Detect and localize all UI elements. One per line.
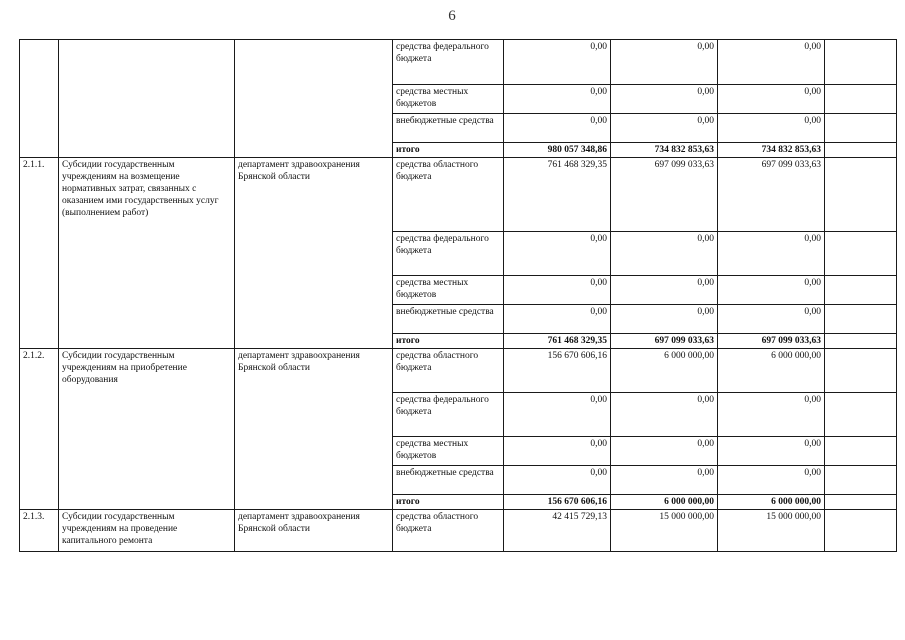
amount-cell: 697 099 033,63 xyxy=(611,334,718,349)
amount-cell: 0,00 xyxy=(504,393,611,437)
page-number: 6 xyxy=(448,8,456,24)
amount-cell: 15 000 000,00 xyxy=(718,510,825,552)
amount-cell: 0,00 xyxy=(611,232,718,276)
amount-cell: 156 670 606,16 xyxy=(504,349,611,393)
extra-cell xyxy=(825,437,897,466)
amount-cell: 0,00 xyxy=(504,305,611,334)
funding-source-cell: средства федерального бюджета xyxy=(393,232,504,276)
amount-cell: 697 099 033,63 xyxy=(718,158,825,232)
extra-cell xyxy=(825,85,897,114)
funding-source-cell: средства федерального бюджета xyxy=(393,40,504,85)
extra-cell xyxy=(825,466,897,495)
amount-cell: 0,00 xyxy=(718,305,825,334)
funding-source-cell: итого xyxy=(393,334,504,349)
extra-cell xyxy=(825,40,897,85)
funding-source-cell: внебюджетные средства xyxy=(393,114,504,143)
funding-source-cell: средства областного бюджета xyxy=(393,510,504,552)
table-row xyxy=(20,349,897,393)
amount-cell: 0,00 xyxy=(718,40,825,85)
amount-cell: 0,00 xyxy=(504,114,611,143)
amount-cell: 6 000 000,00 xyxy=(718,349,825,393)
funding-source-cell: средства местных бюджетов xyxy=(393,276,504,305)
measure-name-cell: Субсидии государственным учреждениям на возмещение нормативных затрат, связанных с оказанием ими государственных услуг (выполнением работ) xyxy=(59,158,235,349)
measure-name-cell: Субсидии государственным учреждениям на приобретение оборудования xyxy=(59,349,235,510)
amount-cell: 0,00 xyxy=(611,85,718,114)
amount-cell: 0,00 xyxy=(718,232,825,276)
amount-cell: 6 000 000,00 xyxy=(611,495,718,510)
department-cell: департамент здравоохранения Брянской области xyxy=(235,158,393,349)
code-cell: 2.1.1. xyxy=(20,158,59,349)
table-row xyxy=(20,40,897,85)
measure-name-cell xyxy=(59,40,235,158)
amount-cell: 0,00 xyxy=(718,466,825,495)
extra-cell xyxy=(825,510,897,552)
department-cell: департамент здравоохранения Брянской области xyxy=(235,349,393,510)
extra-cell xyxy=(825,232,897,276)
amount-cell: 0,00 xyxy=(718,437,825,466)
amount-cell: 0,00 xyxy=(504,276,611,305)
extra-cell xyxy=(825,158,897,232)
funding-source-cell: средства местных бюджетов xyxy=(393,437,504,466)
table-row xyxy=(20,158,897,232)
funding-source-cell: итого xyxy=(393,495,504,510)
code-cell xyxy=(20,40,59,158)
extra-cell xyxy=(825,349,897,393)
department-cell xyxy=(235,40,393,158)
department-cell: департамент здравоохранения Брянской области xyxy=(235,510,393,552)
code-cell: 2.1.2. xyxy=(20,349,59,510)
extra-cell xyxy=(825,114,897,143)
funding-source-cell: средства областного бюджета xyxy=(393,349,504,393)
extra-cell xyxy=(825,495,897,510)
amount-cell: 761 468 329,35 xyxy=(504,334,611,349)
measure-name-cell: Субсидии государственным учреждениям на проведение капитального ремонта xyxy=(59,510,235,552)
amount-cell: 156 670 606,16 xyxy=(504,495,611,510)
amount-cell: 0,00 xyxy=(718,114,825,143)
amount-cell: 0,00 xyxy=(611,114,718,143)
amount-cell: 0,00 xyxy=(611,276,718,305)
amount-cell: 0,00 xyxy=(504,437,611,466)
funding-source-cell: средства областного бюджета xyxy=(393,158,504,232)
amount-cell: 697 099 033,63 xyxy=(611,158,718,232)
extra-cell xyxy=(825,305,897,334)
amount-cell: 0,00 xyxy=(611,466,718,495)
amount-cell: 980 057 348,86 xyxy=(504,143,611,158)
amount-cell: 6 000 000,00 xyxy=(611,349,718,393)
funding-source-cell: средства федерального бюджета xyxy=(393,393,504,437)
amount-cell: 0,00 xyxy=(504,40,611,85)
amount-cell: 0,00 xyxy=(504,85,611,114)
amount-cell: 0,00 xyxy=(504,466,611,495)
amount-cell: 761 468 329,35 xyxy=(504,158,611,232)
extra-cell xyxy=(825,276,897,305)
budget-table xyxy=(19,39,897,552)
funding-source-cell: итого xyxy=(393,143,504,158)
amount-cell: 42 415 729,13 xyxy=(504,510,611,552)
amount-cell: 0,00 xyxy=(611,40,718,85)
amount-cell: 0,00 xyxy=(611,437,718,466)
table-row xyxy=(20,510,897,552)
extra-cell xyxy=(825,334,897,349)
amount-cell: 734 832 853,63 xyxy=(718,143,825,158)
amount-cell: 0,00 xyxy=(504,232,611,276)
funding-source-cell: средства местных бюджетов xyxy=(393,85,504,114)
funding-source-cell: внебюджетные средства xyxy=(393,305,504,334)
amount-cell: 697 099 033,63 xyxy=(718,334,825,349)
amount-cell: 0,00 xyxy=(718,85,825,114)
amount-cell: 15 000 000,00 xyxy=(611,510,718,552)
funding-source-cell: внебюджетные средства xyxy=(393,466,504,495)
amount-cell: 6 000 000,00 xyxy=(718,495,825,510)
amount-cell: 0,00 xyxy=(718,393,825,437)
amount-cell: 734 832 853,63 xyxy=(611,143,718,158)
code-cell: 2.1.3. xyxy=(20,510,59,552)
amount-cell: 0,00 xyxy=(611,305,718,334)
extra-cell xyxy=(825,393,897,437)
amount-cell: 0,00 xyxy=(718,276,825,305)
extra-cell xyxy=(825,143,897,158)
amount-cell: 0,00 xyxy=(611,393,718,437)
